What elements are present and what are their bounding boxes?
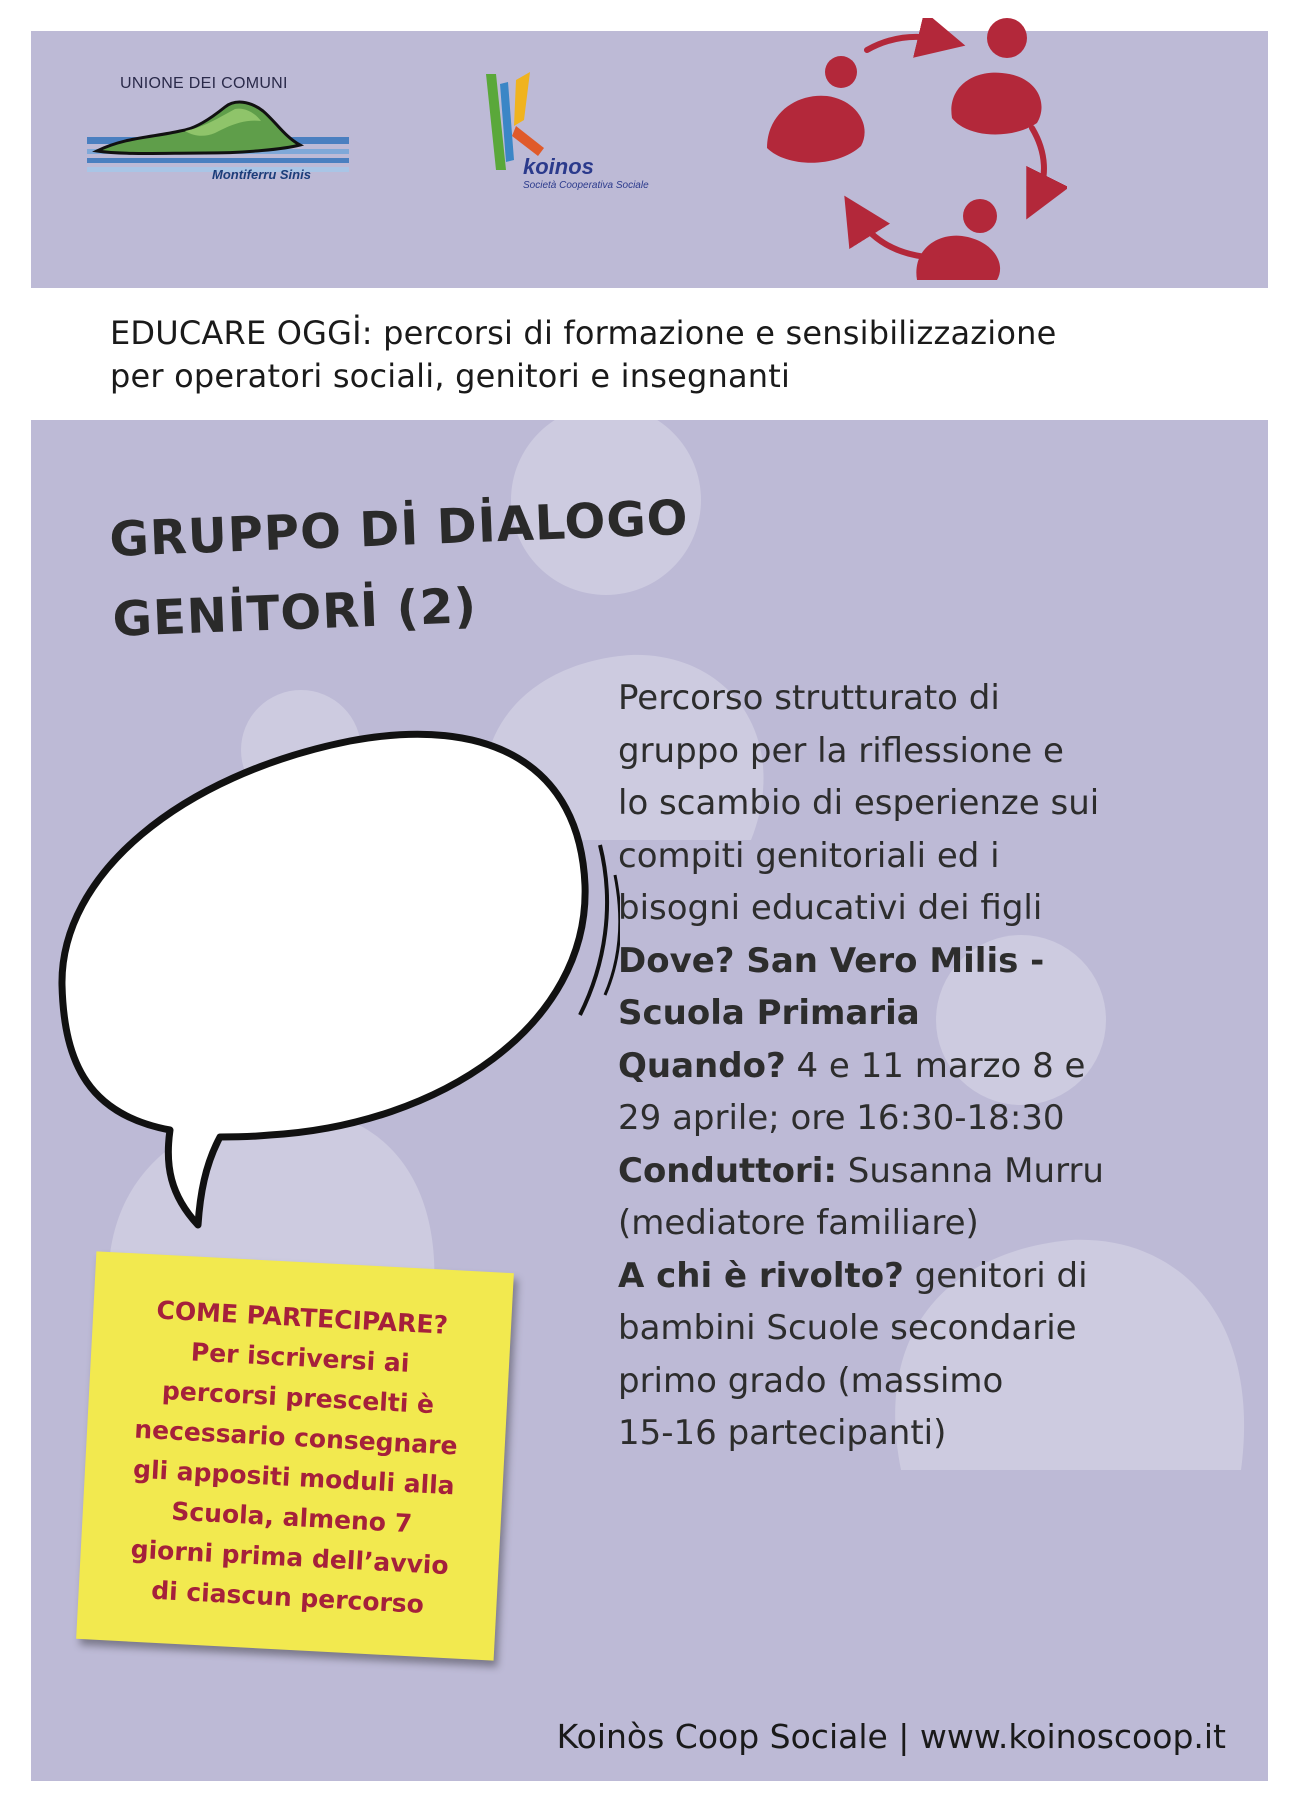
intro-line: gruppo per la riflessione e	[618, 730, 1064, 771]
unione-name: Montiferru Sinis	[212, 167, 311, 182]
unione-caption: UNIONE DEI COMUNI	[120, 75, 288, 92]
title-line-2: GENİTORİ (2)	[111, 577, 478, 648]
intro-line: compiti genitoriali ed i	[618, 835, 1000, 876]
subtitle	[110, 312, 1260, 398]
rivolto-label: A chi è rivolto?	[618, 1255, 904, 1296]
rivolto-line: 15-16 partecipanti)	[618, 1413, 947, 1453]
footer-credit: Koinòs Coop Sociale | www.koinoscoop.it	[556, 1717, 1226, 1756]
page-title	[108, 473, 814, 660]
unione-comuni-logo	[85, 75, 355, 195]
dove-line: Dove? San Vero Milis -	[618, 940, 1045, 981]
koinos-name: koinos	[523, 154, 594, 179]
event-details	[618, 672, 1138, 1460]
note-line: gli appositi moduli alla	[132, 1454, 456, 1501]
note-line: necessario consegnare	[133, 1414, 459, 1461]
subtitle-line-2: per operatori sociali, genitori e insegnanti	[110, 357, 791, 395]
note-text	[92, 1288, 498, 1628]
quando-line-2: 29 aprile; ore 16:30-18:30	[618, 1098, 1065, 1138]
note-line: Scuola, almeno 7	[170, 1496, 413, 1539]
conduttori-line-2: (mediatore familiare)	[618, 1203, 979, 1243]
rivolto-line: bambini Scuole secondarie	[618, 1308, 1077, 1348]
intro-line: bisogni educativi dei figli	[618, 888, 1043, 928]
sticky-note	[76, 1251, 514, 1660]
koinos-tagline: Società Cooperativa Sociale	[523, 180, 649, 191]
rivolto-line	[618, 1250, 1138, 1303]
subtitle-line-1: EDUCARE OGGİ: percorsi di formazione e sensibilizzazione	[110, 314, 1057, 352]
quando-label: Quando?	[618, 1045, 786, 1086]
intro-line: Percorso strutturato di	[618, 678, 1000, 718]
intro-line: lo scambio di esperienze sui	[618, 783, 1100, 823]
conduttori-line	[618, 1145, 1138, 1198]
note-line: percorsi prescelti è	[161, 1375, 435, 1420]
quando-line	[618, 1040, 1138, 1093]
note-heading: COME PARTECIPARE?	[155, 1295, 449, 1340]
rivolto-line: primo grado (massimo	[618, 1360, 1004, 1401]
conduttori-value: Susanna Murru	[836, 1150, 1104, 1191]
quando-value: 4 e 11 marzo 8 e	[785, 1045, 1086, 1086]
rivolto-value: genitori di	[903, 1255, 1088, 1296]
speech-bubble-icon	[20, 725, 620, 1245]
conduttori-label: Conduttori:	[618, 1150, 837, 1191]
title-line-1: GRUPPO Dİ DİALOGO	[108, 489, 690, 568]
dove-line: Scuola Primaria	[618, 993, 920, 1033]
note-line: giorni prima dell’avvio	[130, 1534, 450, 1581]
people-cycle-icon	[757, 18, 1067, 288]
note-line: di ciascun percorso	[150, 1575, 425, 1619]
note-line: Per iscriversi ai	[190, 1337, 411, 1378]
koinos-logo	[478, 70, 698, 210]
